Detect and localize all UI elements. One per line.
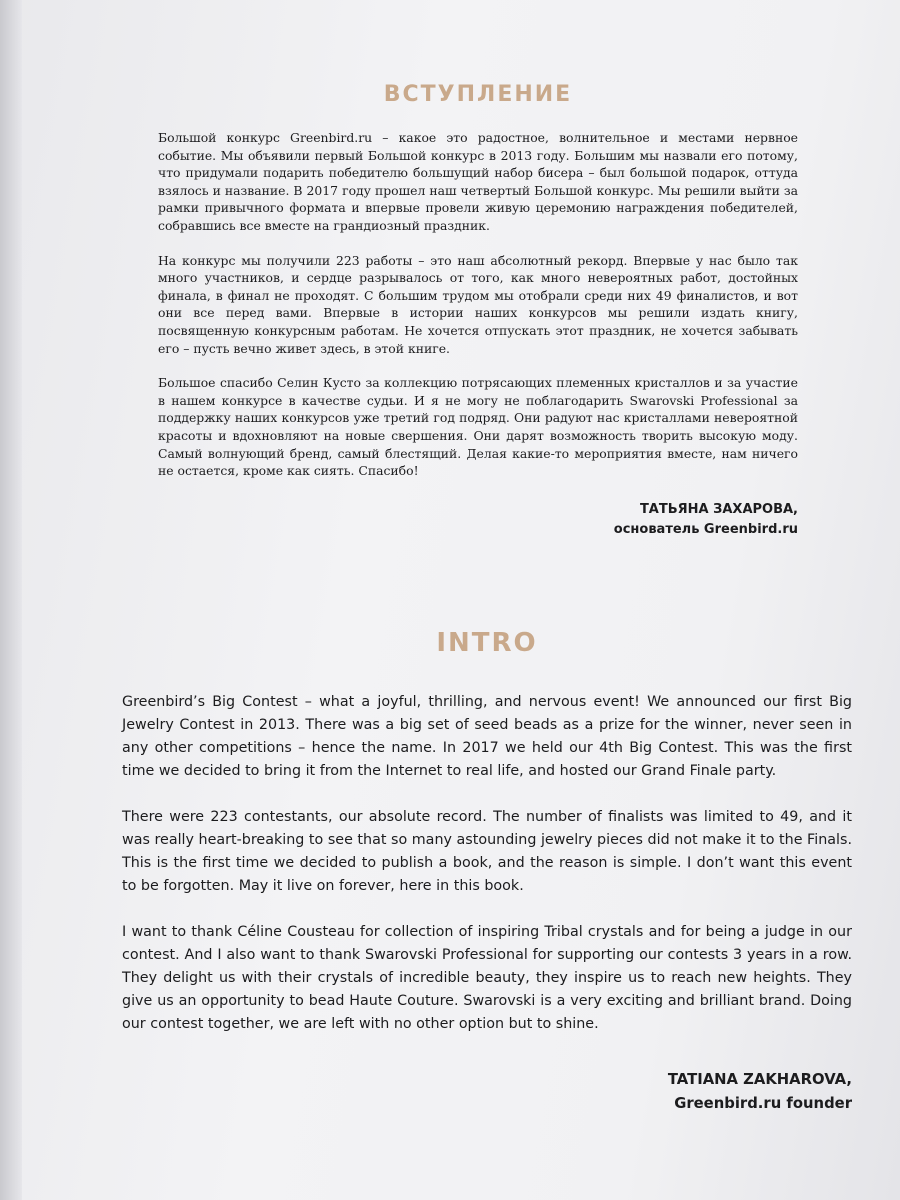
english-signature-name: TATIANA ZAKHAROVA, xyxy=(667,1071,852,1088)
page-edge-shadow xyxy=(0,0,22,1200)
english-paragraph-3: I want to thank Céline Cousteau for collection of inspiring Tribal crystals and for being a judge in our contest. And I also want to thank Swarovski Professional for supporting our contests 3 years in a row. They delight us with their crystals of incredible beauty, they inspire us to reach new heights. They give us an opportunity to bead Haute Couture. Swarovski is a very exciting and brilliant brand. Doing our contest together, we are left with no other option but to shine. xyxy=(122,924,852,1032)
russian-paragraph-1: Большой конкурс Greenbird.ru – какое это радостное, волнительное и местами нервное событие. Мы объявили первый Большой конкурс в 2013 году. Большим мы назвали его потому, что придумали подарить победителю большущий набор бисера – был большой подарок, оттуда взялось и название. В 2017 году прошел наш четвертый Большой конкурс. Мы решили выйти за рамки привычного формата и впервые провели живую церемонию награждения победителей, собравшись все вместе на грандиозный праздник. xyxy=(158,130,798,233)
russian-signature xyxy=(158,500,798,540)
english-intro-section xyxy=(122,628,852,1116)
russian-heading: ВСТУПЛЕНИЕ xyxy=(383,82,573,107)
russian-intro-section xyxy=(158,82,798,540)
english-paragraph-1: Greenbird’s Big Contest – what a joyful, thrilling, and nervous event! We announced our first Big Jewelry Contest in 2013. There was a big set of seed beads as a prize for the winner, never seen in any other competitions – hence the name. In 2017 we held our 4th Big Contest. This was the first time we decided to bring it from the Internet to real life, and hosted our Grand Finale party. xyxy=(122,694,852,779)
russian-signature-role: основатель Greenbird.ru xyxy=(613,521,798,537)
english-signature xyxy=(122,1068,852,1116)
english-signature-role: Greenbird.ru founder xyxy=(674,1095,852,1112)
russian-paragraph-2: На конкурс мы получили 223 работы – это наш абсолютный рекорд. Впервые у нас было так много участников, и сердце разрывалось от того, как много невероятных работ, достойных финала, в финал не проходят. С большим трудом мы отобрали среди них 49 финалистов, и вот они все перед вами. Впервые в истории наших конкурсов мы решили издать книгу, посвященную конкурсным работам. Не хочется отпускать этот праздник, не хочется забывать его – пусть вечно живет здесь, в этой книге. xyxy=(158,252,798,356)
russian-signature-name: ТАТЬЯНА ЗАХАРОВА, xyxy=(639,501,798,517)
english-heading: INTRO xyxy=(436,628,538,658)
russian-paragraph-3: Большое спасибо Селин Кусто за коллекцию потрясающих племенных кристаллов и за участие в нашем конкурсе в качестве судьи. И я не могу не поблагодарить Swarovski Professional за поддержку наших конкурсов уже третий год подряд. Они радуют нас кристаллами невероятной красоты и вдохновляют на новые свершения. Они дарят возможность творить высокую моду. Самый волнующий бренд, самый блестящий. Делая какие-то мероприятия вместе, нам ничего не остается, кроме как сиять. Спасибо! xyxy=(158,375,798,479)
english-paragraph-2: There were 223 contestants, our absolute record. The number of finalists was limited to 49, and it was really heart-breaking to see that so many astounding jewelry pieces did not make it to the Finals. This is the first time we decided to publish a book, and the reason is simple. I don’t want this event to be forgotten. May it live on forever, here in this book. xyxy=(122,809,852,894)
